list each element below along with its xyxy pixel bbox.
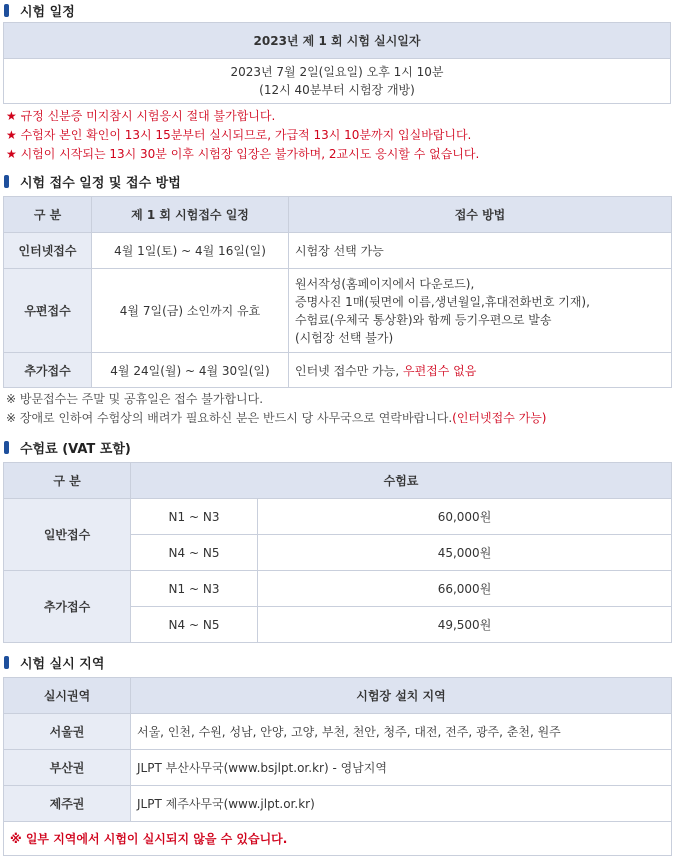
application-notes [6,390,546,428]
schedule-date: 2023년 7월 2일(일요일) 오후 1시 10분 [230,65,444,79]
region-areas: JLPT 제주사무국(www.jlpt.or.kr) [131,786,672,822]
region-footer-note: ※ 일부 지역에서 시험이 실시되지 않을 수 있습니다. [4,822,672,856]
row-period: 4월 1일(토) ~ 4월 16일(일) [92,233,289,269]
section-title-application [4,171,181,191]
col-header-fee: 수험료 [131,463,672,499]
warning-item: ★ 수험자 본인 확인이 13시 15분부터 실시되므로, 가급적 13시 10분까지 입실바랍니다. [6,128,472,142]
fee-level: N1 ~ N3 [131,499,258,535]
section-bullet-icon [4,656,9,669]
section-title-text: 시험 실시 지역 [20,656,105,672]
method-line: 수험료(우체국 통상환)와 함께 등기우편으로 발송 [295,312,552,327]
section-title-fees [4,437,131,457]
row-period: 4월 7일(금) 소인까지 유효 [92,269,289,353]
table-row [4,714,672,750]
section-title-text: 시험 접수 일정 및 접수 방법 [20,175,181,191]
fee-level: N1 ~ N3 [131,571,258,607]
col-header-region: 실시권역 [4,678,131,714]
section-title-text: 수험료 (VAT 포함) [20,441,131,457]
method-line: (시험장 선택 불가) [295,330,394,345]
table-row [4,786,672,822]
table-row [4,269,672,353]
fee-group: 추가접수 [4,571,131,643]
row-method [289,269,672,353]
note-highlight: (인터넷접수 가능) [452,411,547,425]
region-areas: JLPT 부산사무국(www.bsjlpt.or.kr) - 영남지역 [131,750,672,786]
region-areas: 서울, 인천, 수원, 성남, 안양, 고양, 부천, 천안, 청주, 대전, 전주, 광주, 춘천, 원주 [131,714,672,750]
fee-table [3,462,672,643]
method-line: 원서작성(홈페이지에서 다운로드), [295,276,475,291]
fee-amount: 45,000원 [258,535,672,571]
method-line: 증명사진 1매(뒷면에 이름,생년월일,휴대전화번호 기재), [295,294,590,309]
col-header-method: 접수 방법 [289,197,672,233]
schedule-open-time: (12시 40분부터 시험장 개방) [259,83,415,97]
section-bullet-icon [4,441,9,454]
table-row [4,353,672,388]
method-warning: 우편접수 없음 [403,363,477,378]
schedule-detail [4,59,671,104]
method-text: 인터넷 접수만 가능, [295,363,403,378]
row-type: 우편접수 [4,269,92,353]
note-text: ※ 장애로 인하여 수험상의 배려가 필요하신 분은 반드시 당 사무국으로 연락바랍니다. [6,411,453,425]
warning-list [6,107,479,164]
fee-group: 일반접수 [4,499,131,571]
schedule-header: 2023년 제 1 회 시험 실시일자 [4,23,671,59]
fee-amount: 49,500원 [258,607,672,643]
warning-item: ★ 시험이 시작되는 13시 30분 이후 시험장 입장은 불가하며, 2교시도 응시할 수 없습니다. [6,147,480,161]
row-method [289,353,672,388]
table-row [4,499,672,535]
col-header-type: 구 분 [4,197,92,233]
region-name: 제주권 [4,786,131,822]
section-bullet-icon [4,4,9,17]
col-header-type: 구 분 [4,463,131,499]
note-item: ※ 방문접수는 주말 및 공휴일은 접수 불가합니다. [6,392,264,406]
region-name: 부산권 [4,750,131,786]
row-period: 4월 24일(월) ~ 4월 30일(일) [92,353,289,388]
row-method: 시험장 선택 가능 [289,233,672,269]
warning-item: ★ 규정 신분증 미지참시 시험응시 절대 불가합니다. [6,109,276,123]
table-row [4,571,672,607]
section-title-schedule [4,0,75,20]
region-table [3,677,672,856]
fee-level: N4 ~ N5 [131,607,258,643]
col-header-areas: 시험장 설치 지역 [131,678,672,714]
table-row [4,233,672,269]
section-bullet-icon [4,175,9,188]
row-type: 추가접수 [4,353,92,388]
region-name: 서울권 [4,714,131,750]
fee-level: N4 ~ N5 [131,535,258,571]
section-title-regions [4,652,104,672]
fee-amount: 66,000원 [258,571,672,607]
col-header-period: 제 1 회 시험접수 일정 [92,197,289,233]
fee-amount: 60,000원 [258,499,672,535]
application-table [3,196,672,388]
exam-schedule-table [3,22,671,104]
row-type: 인터넷접수 [4,233,92,269]
table-row [4,822,672,856]
section-title-text: 시험 일정 [20,4,75,20]
table-row [4,750,672,786]
note-item [6,409,546,428]
